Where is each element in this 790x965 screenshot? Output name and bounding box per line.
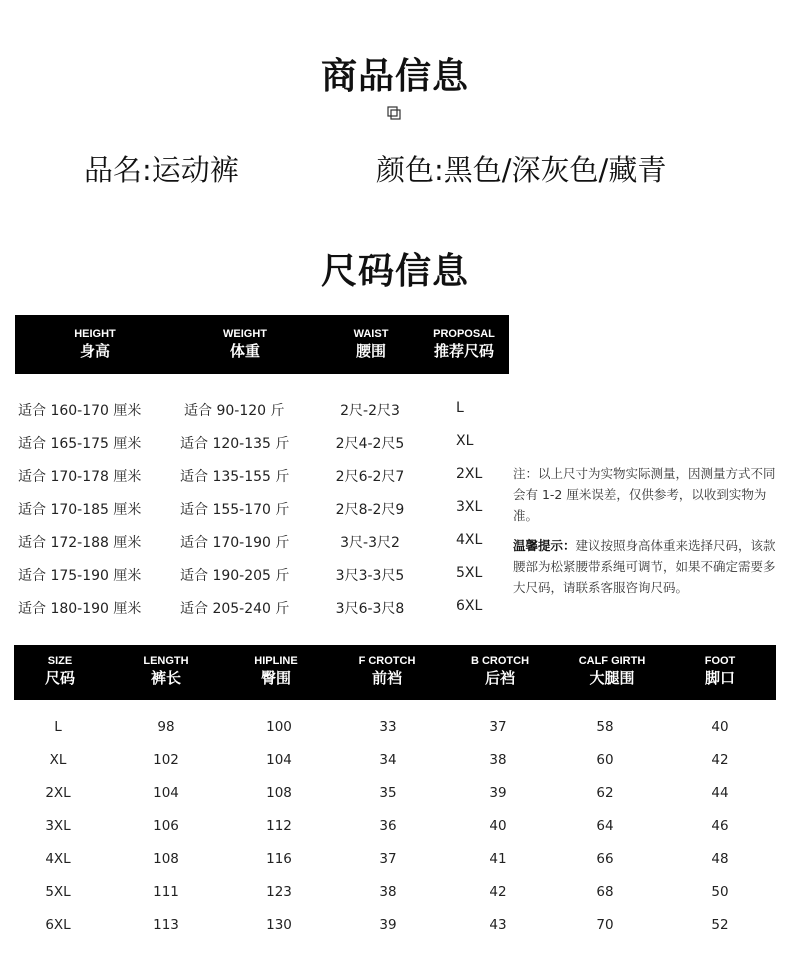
measurements-header bbox=[14, 645, 776, 700]
header-proposal: PROPOSAL 推荐尺码 bbox=[433, 328, 495, 360]
length-cell: 111 bbox=[153, 884, 179, 900]
product-color-value: 黑色/深灰色/藏青 bbox=[443, 153, 667, 187]
product-name-label: 品名: bbox=[84, 153, 152, 187]
waist-cell: 3尺6-3尺8 bbox=[335, 601, 405, 617]
weight-cell: 适合 135-155 斤 bbox=[180, 469, 290, 485]
b-crotch-cell: 41 bbox=[489, 851, 507, 867]
size-cell: 2XL bbox=[45, 785, 71, 801]
f-crotch-cell: 39 bbox=[379, 917, 397, 933]
height-cell: 适合 172-188 厘米 bbox=[18, 535, 142, 551]
size-cell: 3XL bbox=[45, 818, 71, 834]
b-crotch-cell: 42 bbox=[489, 884, 507, 900]
hipline-cell: 104 bbox=[266, 752, 292, 768]
measurement-note: 注：以上尺寸为实物实际测量，因测量方式不同会有 1-2 厘米误差，仅供参考，以收到实物为准。 bbox=[513, 466, 776, 523]
waist-cell: 2尺8-2尺9 bbox=[335, 502, 405, 518]
header-length: LENGTH 裤长 bbox=[143, 655, 189, 687]
hipline-cell: 116 bbox=[266, 851, 292, 867]
f-crotch-cell: 38 bbox=[379, 884, 397, 900]
foot-cell: 48 bbox=[711, 851, 729, 867]
hipline-cell: 108 bbox=[266, 785, 292, 801]
length-cell: 102 bbox=[153, 752, 179, 768]
foot-cell: 44 bbox=[711, 785, 729, 801]
product-info-title: 商品信息 bbox=[320, 56, 469, 97]
product-name bbox=[84, 148, 239, 189]
tip-note bbox=[513, 535, 785, 598]
weight-cell: 适合 205-240 斤 bbox=[180, 601, 290, 617]
hipline-cell: 112 bbox=[266, 818, 292, 834]
measurement-row bbox=[0, 843, 790, 876]
tip-text: 建议按照身高体重来选择尺码，该款腰部为松紧腰带系绳可调节，如果不确定需要多大尺码，请联系客服咨询尺码。 bbox=[513, 538, 776, 595]
length-cell: 108 bbox=[153, 851, 179, 867]
proposal-cell: 5XL bbox=[456, 565, 483, 581]
calf-girth-cell: 60 bbox=[596, 752, 614, 768]
header-waist: WAIST 腰围 bbox=[353, 328, 389, 360]
waist-cell: 3尺3-3尺5 bbox=[335, 568, 405, 584]
weight-cell: 适合 120-135 斤 bbox=[180, 436, 290, 452]
b-crotch-cell: 40 bbox=[489, 818, 507, 834]
calf-girth-cell: 68 bbox=[596, 884, 614, 900]
calf-girth-cell: 70 bbox=[596, 917, 614, 933]
weight-cell: 适合 170-190 斤 bbox=[180, 535, 290, 551]
f-crotch-cell: 37 bbox=[379, 851, 397, 867]
size-cell: 6XL bbox=[45, 917, 71, 933]
size-info-title: 尺码信息 bbox=[320, 251, 469, 292]
waist-cell: 2尺4-2尺5 bbox=[335, 436, 405, 452]
product-color bbox=[376, 148, 666, 189]
size-cell: XL bbox=[49, 752, 67, 768]
foot-cell: 50 bbox=[711, 884, 729, 900]
proposal-cell: XL bbox=[456, 433, 474, 449]
b-crotch-cell: 38 bbox=[489, 752, 507, 768]
waist-cell: 2尺-2尺3 bbox=[340, 403, 400, 419]
header-b-crotch: B CROTCH 后裆 bbox=[470, 655, 530, 687]
foot-cell: 46 bbox=[711, 818, 729, 834]
height-cell: 适合 160-170 厘米 bbox=[18, 403, 142, 419]
size-guide-row bbox=[0, 524, 510, 557]
waist-cell: 3尺-3尺2 bbox=[340, 535, 400, 551]
size-guide-row bbox=[0, 491, 510, 524]
height-cell: 适合 180-190 厘米 bbox=[18, 601, 142, 617]
calf-girth-cell: 62 bbox=[596, 785, 614, 801]
calf-girth-cell: 58 bbox=[596, 719, 614, 735]
f-crotch-cell: 35 bbox=[379, 785, 397, 801]
foot-cell: 52 bbox=[711, 917, 729, 933]
height-cell: 适合 165-175 厘米 bbox=[18, 436, 142, 452]
size-guide-row bbox=[0, 425, 510, 458]
b-crotch-cell: 37 bbox=[489, 719, 507, 735]
measurement-row bbox=[0, 744, 790, 777]
b-crotch-cell: 39 bbox=[489, 785, 507, 801]
proposal-cell: 4XL bbox=[456, 532, 483, 548]
f-crotch-cell: 34 bbox=[379, 752, 397, 768]
weight-cell: 适合 190-205 斤 bbox=[180, 568, 290, 584]
proposal-cell: 6XL bbox=[456, 598, 483, 614]
header-weight: WEIGHT 体重 bbox=[223, 328, 267, 360]
hipline-cell: 100 bbox=[266, 719, 292, 735]
height-cell: 适合 175-190 厘米 bbox=[18, 568, 142, 584]
product-name-value: 运动裤 bbox=[151, 153, 239, 187]
f-crotch-cell: 33 bbox=[379, 719, 397, 735]
size-guide-header bbox=[15, 315, 509, 374]
length-cell: 113 bbox=[153, 917, 179, 933]
header-size: SIZE 尺码 bbox=[44, 655, 75, 687]
header-f-crotch: F CROTCH 前裆 bbox=[358, 655, 416, 687]
hipline-cell: 123 bbox=[266, 884, 292, 900]
length-cell: 106 bbox=[153, 818, 179, 834]
foot-cell: 40 bbox=[711, 719, 729, 735]
weight-cell: 适合 155-170 斤 bbox=[180, 502, 290, 518]
header-foot: FOOT 脚口 bbox=[704, 655, 736, 687]
measurement-row bbox=[0, 711, 790, 744]
product-color-label: 颜色: bbox=[376, 153, 444, 187]
proposal-cell: 3XL bbox=[456, 499, 483, 515]
length-cell: 98 bbox=[157, 719, 175, 735]
measurement-row bbox=[0, 909, 790, 942]
proposal-cell: 2XL bbox=[456, 466, 483, 482]
length-cell: 104 bbox=[153, 785, 179, 801]
height-cell: 适合 170-185 厘米 bbox=[18, 502, 142, 518]
size-guide-row bbox=[0, 590, 510, 623]
header-calf-girth: CALF GIRTH 大腿围 bbox=[578, 655, 646, 687]
height-cell: 适合 170-178 厘米 bbox=[18, 469, 142, 485]
calf-girth-cell: 66 bbox=[596, 851, 614, 867]
size-cell: 5XL bbox=[45, 884, 71, 900]
measurement-row bbox=[0, 876, 790, 909]
measurement-row bbox=[0, 777, 790, 810]
size-guide-row bbox=[0, 557, 510, 590]
header-hipline: HIPLINE 臀围 bbox=[254, 655, 298, 687]
proposal-cell: L bbox=[456, 400, 464, 416]
hipline-cell: 130 bbox=[266, 917, 292, 933]
b-crotch-cell: 43 bbox=[489, 917, 507, 933]
foot-cell: 42 bbox=[711, 752, 729, 768]
calf-girth-cell: 64 bbox=[596, 818, 614, 834]
weight-cell: 适合 90-120 斤 bbox=[184, 403, 285, 419]
f-crotch-cell: 36 bbox=[379, 818, 397, 834]
header-height: HEIGHT 身高 bbox=[74, 328, 116, 360]
square-glyph-icon bbox=[387, 106, 401, 120]
measurement-row bbox=[0, 810, 790, 843]
size-cell: 4XL bbox=[45, 851, 71, 867]
size-guide-row bbox=[0, 392, 510, 425]
size-guide-row bbox=[0, 458, 510, 491]
tip-label: 温馨提示： bbox=[513, 538, 576, 553]
waist-cell: 2尺6-2尺7 bbox=[335, 469, 405, 485]
size-cell: L bbox=[54, 719, 62, 735]
